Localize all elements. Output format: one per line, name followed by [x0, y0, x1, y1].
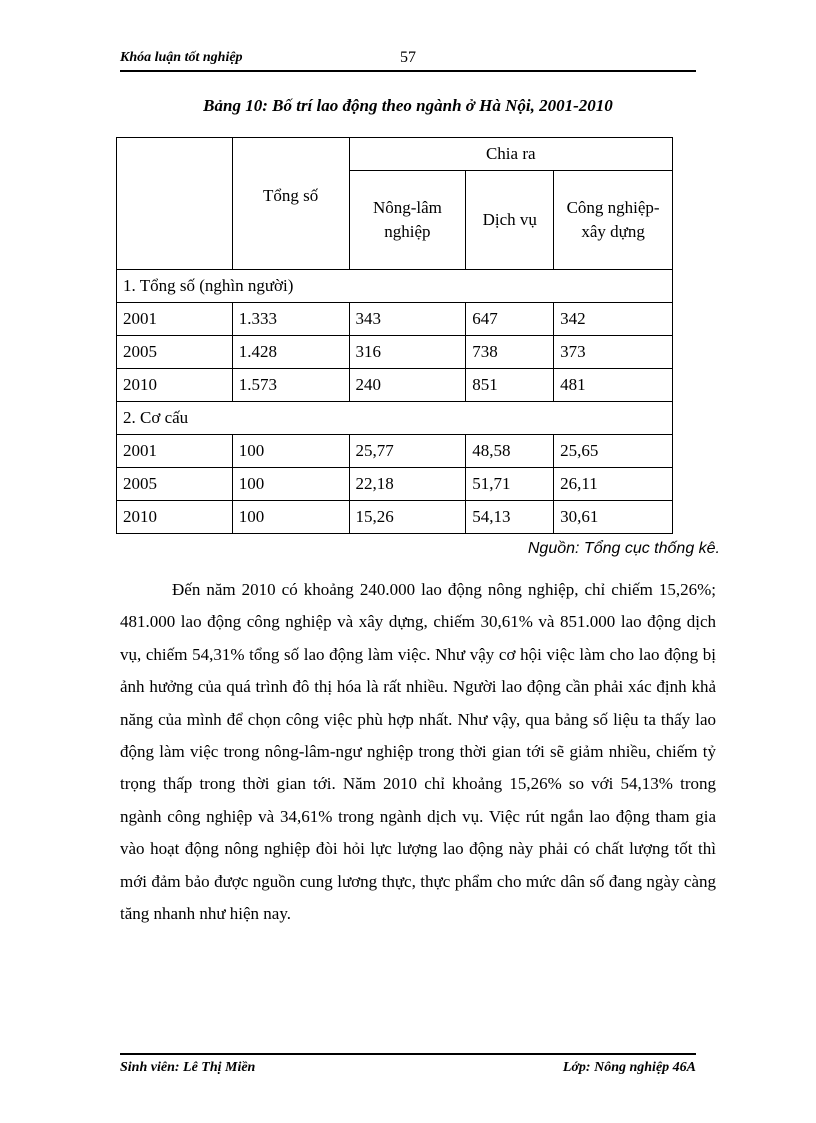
cell-total: 100 — [232, 468, 349, 501]
table-row — [117, 369, 673, 402]
table-header-row — [117, 138, 673, 171]
table-row — [117, 303, 673, 336]
table-row — [117, 435, 673, 468]
cell-industry: 30,61 — [554, 501, 673, 534]
cell-agri: 343 — [349, 303, 466, 336]
cell-service: 647 — [466, 303, 554, 336]
section-label: 2. Cơ cấu — [117, 402, 673, 435]
cell-industry: 25,65 — [554, 435, 673, 468]
cell-agri: 15,26 — [349, 501, 466, 534]
cell-year: 2001 — [117, 303, 233, 336]
table-row — [117, 501, 673, 534]
cell-total: 100 — [232, 435, 349, 468]
header-service: Dịch vụ — [466, 171, 554, 270]
section-row — [117, 270, 673, 303]
cell-year: 2005 — [117, 468, 233, 501]
cell-total: 1.573 — [232, 369, 349, 402]
cell-agri: 25,77 — [349, 435, 466, 468]
header-empty-cell — [117, 138, 233, 270]
cell-industry: 481 — [554, 369, 673, 402]
cell-agri: 316 — [349, 336, 466, 369]
cell-total: 1.333 — [232, 303, 349, 336]
page-footer — [120, 1053, 696, 1079]
header-title: Khóa luận tốt nghiệp — [120, 50, 243, 65]
cell-agri: 22,18 — [349, 468, 466, 501]
cell-year: 2005 — [117, 336, 233, 369]
header-industry: Công nghiệp-xây dựng — [554, 171, 673, 270]
cell-industry: 342 — [554, 303, 673, 336]
section-row — [117, 402, 673, 435]
cell-year: 2001 — [117, 435, 233, 468]
table-row — [117, 336, 673, 369]
cell-year: 2010 — [117, 501, 233, 534]
header-group: Chia ra — [349, 138, 672, 171]
cell-agri: 240 — [349, 369, 466, 402]
cell-total: 100 — [232, 501, 349, 534]
cell-service: 48,58 — [466, 435, 554, 468]
header-agri: Nông-lâm nghiệp — [349, 171, 466, 270]
page-number: 57 — [400, 49, 416, 66]
cell-service: 851 — [466, 369, 554, 402]
cell-service: 738 — [466, 336, 554, 369]
cell-industry: 373 — [554, 336, 673, 369]
table-source: Nguồn: Tổng cục thống kê. — [527, 540, 720, 557]
page-header — [120, 48, 696, 72]
table-caption: Bảng 10: Bố trí lao động theo ngành ở Hà Nội, 2001-2010 — [203, 96, 613, 115]
footer-student: Sinh viên: Lê Thị Miền — [120, 1060, 256, 1075]
cell-total: 1.428 — [232, 336, 349, 369]
cell-service: 54,13 — [466, 501, 554, 534]
body-paragraph: Đến năm 2010 có khoảng 240.000 lao động nông nghiệp, chỉ chiếm 15,26%; 481.000 lao động công nghiệp và xây dựng, chiếm 30,61% và 851.000 lao động dịch vụ, chiếm 54,31% tổng số lao động làm việc. Như vậy cơ hội việc làm cho lao động bị ảnh hưởng của quá trình đô thị hóa là rất nhiều. Người lao động cần phải xác định khả năng của mình để chọn công việc phù hợp nhất. Như vậy, qua bảng số liệu ta thấy lao động làm việc trong nông-lâm-ngư nghiệp trong thời gian tới sẽ giảm nhiều, chiếm tỷ trọng thấp trong thời gian tới. Năm 2010 chỉ khoảng 15,26% so với 54,13% trong ngành công nghiệp và 34,61% trong ngành dịch vụ. Việc rút ngắn lao động tham gia vào hoạt động nông nghiệp đòi hỏi lực lượng lao động này phải có chất lượng tốt thì mới đảm bảo được nguồn cung lương thực, thực phẩm cho mức dân số đang ngày càng tăng nhanh như hiện nay. — [120, 580, 716, 924]
section-label: 1. Tổng số (nghìn người) — [117, 270, 673, 303]
cell-industry: 26,11 — [554, 468, 673, 501]
table-row — [117, 468, 673, 501]
footer-class: Lớp: Nông nghiệp 46A — [562, 1060, 696, 1075]
labor-table — [116, 137, 673, 534]
cell-service: 51,71 — [466, 468, 554, 501]
cell-year: 2010 — [117, 369, 233, 402]
header-total: Tổng số — [232, 138, 349, 270]
